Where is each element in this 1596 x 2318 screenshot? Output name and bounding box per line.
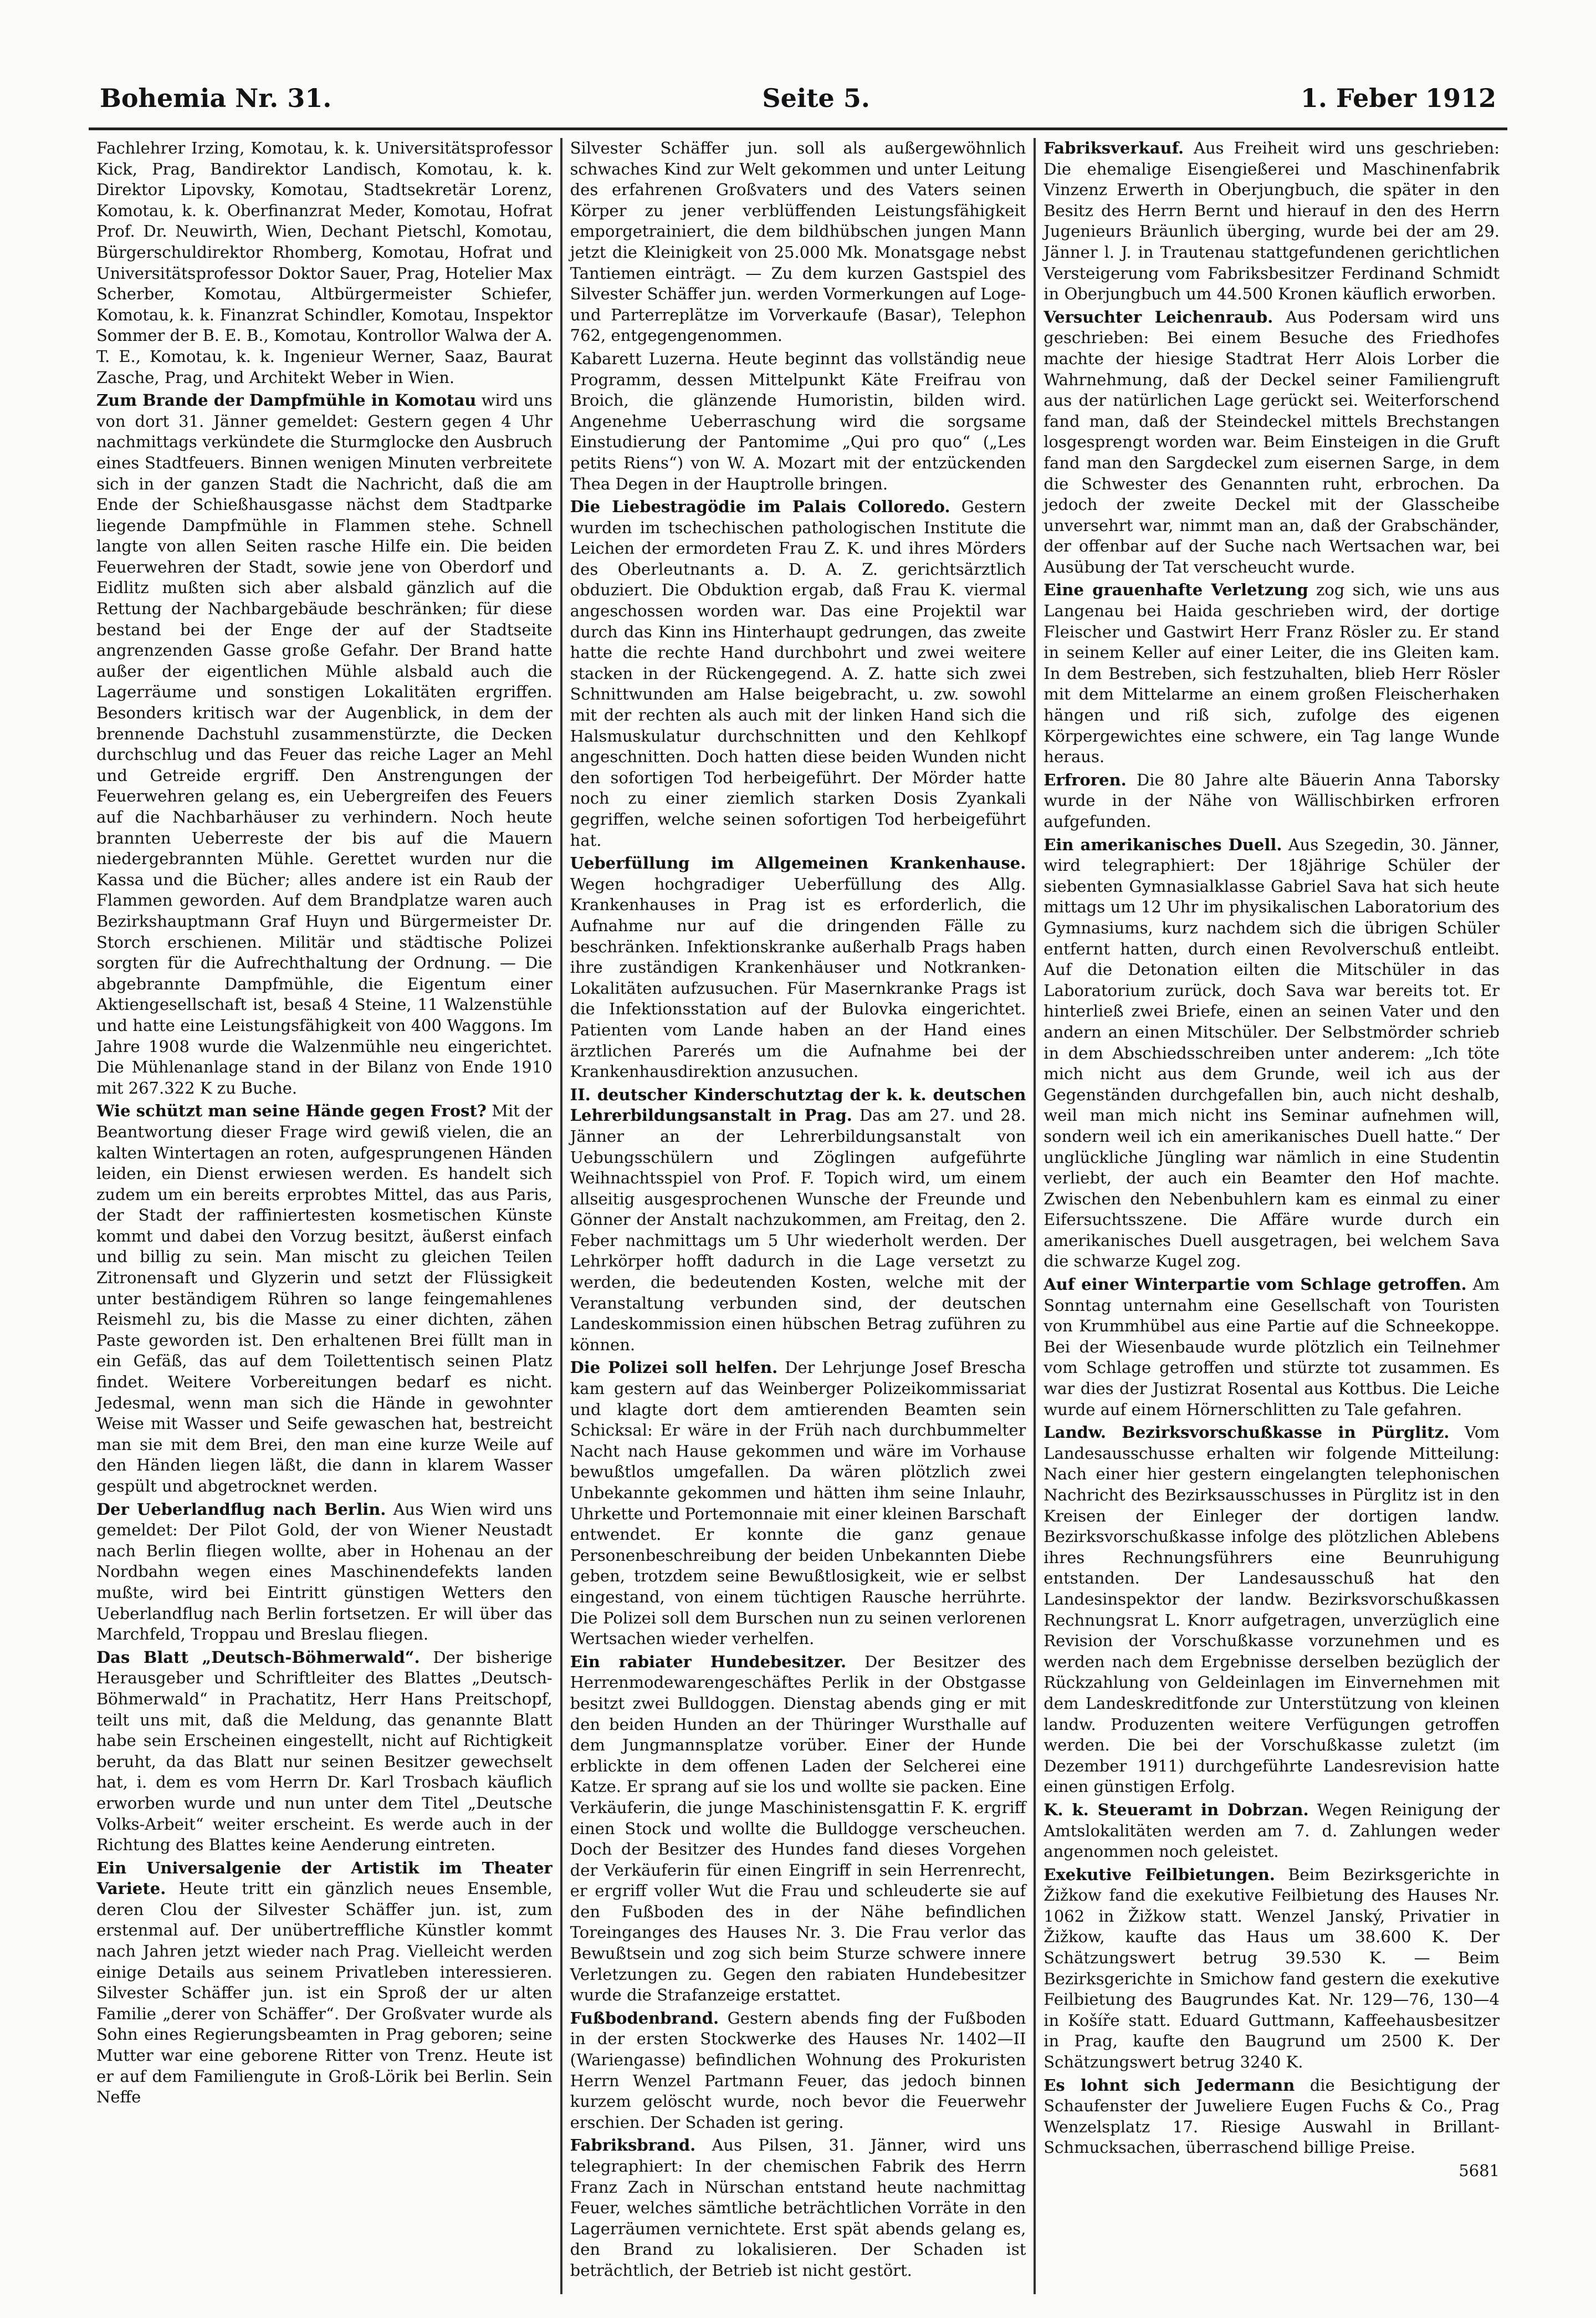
article-body: Gestern abends fing der Fußboden in der ersten Stockwerke des Hauses Nr. 1402—II (Wariengasse) befindlichen Wohnung des Prokuristen Herrn Wenzel Partmann Feuer, das jedoch binnen kurzem gelöscht wurde, noch bevor die Feuerwehr erschien. Der Schaden ist gering. bbox=[570, 2008, 1026, 2132]
article-headline: Ein rabiater Hundebesitzer. bbox=[570, 1652, 847, 1671]
article-headline: Ueberfüllung im Allgemeinen Krankenhause. bbox=[570, 854, 1026, 873]
article-body: Gestern wurden im tschechischen pathologischen Institute die Leichen der ermordeten Frau Z. K. und ihres Mörders des Oberleutnants a. D. A. Z. gerichtsärztlich obduziert. Die Obduktion ergab, daß Frau K. viermal angeschossen worden war. Das eine Projektil war durch das Kinn ins Hinterhaupt gedrungen, das zweite hatte die rechte Hand durchbohrt und zwei weitere stacken in der Rückengegend. A. Z. hatte sich zwei Schnittwunden am Halse beigebracht, u. zw. sowohl mit der rechten als auch mit der linken Hand sich die Halsmuskulatur durchschnitten und den Kehlkopf angeschnitten. Doch hatten diese beiden Wunden nicht den sofortigen Tod herbeigeführt. Der Mörder hatte noch zu einer ziemlich starken Dosis Zyankali gegriffen, welche seinen sofortigen Tod herbeigeführt hat. bbox=[570, 497, 1026, 850]
article bbox=[1043, 580, 1500, 767]
article-headline: Es lohnt sich Jedermann bbox=[1043, 2075, 1295, 2095]
header-right: 1. Feber 1912 bbox=[1300, 83, 1496, 113]
article bbox=[1043, 1274, 1500, 1420]
article-body: 5681 bbox=[1459, 2161, 1500, 2180]
column-1 bbox=[89, 138, 560, 2294]
article-headline: Eine grauenhafte Verletzung bbox=[1043, 580, 1308, 600]
article-headline: Die Liebestragödie im Palais Colloredo. bbox=[570, 497, 950, 517]
article-headline: Fabriksverkauf. bbox=[1043, 139, 1184, 157]
article-body: Der Besitzer des Herrenmodewarengeschäftes Perlik in der Obstgasse besitzt zwei Bulldoggen. Dienstag abends ging er mit den beiden Hunden an der Thüringer Wursthalle auf dem Jungmannsplatze vorüber. Einer der Hunde erblickte in dem offenen Laden der Selcherei eine Katze. Er sprang auf sie los und wollte sie packen. Eine Verkäuferin, die junge Maschinistensgattin F. K. ergriff einen Stock und wollte die Bulldogge verscheuchen. Doch der Besitzer des Hundes fand dieses Vorgehen der Verkäuferin für einen Eingriff in sein Herrenrecht, er ergriff voller Wut die Frau und schleuderte sie auf den Fußboden des in der Nähe befindlichen Toreinganges des Hauses Nr. 3. Die Frau verlor das Bewußtsein und zog sich beim Sturze schwere innere Verletzungen zu. Gegen den rabiaten Hundebesitzer wurde die Strafanzeige erstattet. bbox=[570, 1652, 1026, 2005]
article-body: Wegen hochgradiger Ueberfüllung des Allg. Krankenhauses in Prag ist es erforderlich, die Aufnahme nur auf die dringenden Fälle zu beschränken. Infektionskranke außerhalb Prags haben ihre zuständigen Krankenhäuser und Notkranken-Lokalitäten aufzusuchen. Für Masernkranke Prags ist die Infektionsstation auf der Bulovka eingerichtet. Patienten vom Lande haben an der Hand eines ärztlichen Parerés um die Aufnahme bei der Krankenhausdirektion anzusuchen. bbox=[570, 874, 1026, 1081]
article-headline: Landw. Bezirksvorschußkasse in Pürglitz. bbox=[1043, 1423, 1450, 1442]
article bbox=[1043, 2161, 1500, 2182]
article-headline: Zum Brande der Dampfmühle in Komotau bbox=[96, 391, 477, 410]
article bbox=[570, 853, 1026, 1083]
article bbox=[570, 2135, 1026, 2281]
article bbox=[570, 2008, 1026, 2133]
article bbox=[1043, 307, 1500, 578]
article-body: Die 80 Jahre alte Bäuerin Anna Taborsky wurde in der Nähe von Wällischbirken erfroren aufgefunden. bbox=[1043, 770, 1500, 831]
article-body: Am Sonntag unternahm eine Gesellschaft von Touristen von Krummhübel aus eine Partie auf die Schneekoppe. Bei der Wiesenbaude wurde plötzlich ein Teilnehmer vom Schlage getroffen und stürzte tot zusammen. Es war dies der Justizrat Rosental aus Kottbus. Die Leiche wurde auf einem Hörnerschlitten zu Tale gefahren. bbox=[1043, 1275, 1500, 1419]
article bbox=[96, 1101, 553, 1497]
article bbox=[570, 138, 1026, 346]
article-body: Das am 27. und 28. Jänner an der Lehrerbildungsanstalt von Uebungsschülern und Zöglingen aufgeführte Weihnachtsspiel von Prof. F. Topich wird, um einem allseitig ausgesprochenen Wunsche der Freunde und Gönner der Anstalt nachzukommen, am Freitag, den 2. Feber nachmittags um 5 Uhr wiederholt werden. Der Lehrkörper hofft dadurch in die Lage versetzt zu werden, die bedeutenden Kosten, welche mit der Veranstaltung verbunden sind, der deutschen Landeskommission einen hübschen Betrag zuführen zu können. bbox=[570, 1106, 1026, 1354]
article bbox=[1043, 1800, 1500, 1862]
article-headline: K. k. Steueramt in Dobrzan. bbox=[1043, 1800, 1309, 1819]
columns bbox=[89, 138, 1507, 2294]
article-body: Mit der Beantwortung dieser Frage wird gewiß vielen, die an kalten Wintertagen an roten, aufgesprungenen Händen leiden, ein Dienst erwiesen werden. Es handelt sich zudem um ein bereits erprobtes Mittel, das aus Paris, der Stadt der raffiniertesten kosmetischen Künste kommt und dabei den Vorzug besitzt, äußerst einfach und billig zu sein. Man mischt zu gleichen Teilen Zitronensaft und Glyzerin und setzt der Flüssigkeit unter beständigem Rühren so lange feingemahlenes Reismehl zu, bis die Masse zu einer dichten, zähen Paste geworden ist. Den erhaltenen Brei füllt man in ein Gefäß, das auf dem Toilettentisch seinen Platz findet. Weitere Vorbereitungen bedarf es nicht. Jedesmal, wenn man sich die Hände in gewohnter Weise mit Wasser und Seife gewaschen hat, bestreicht man sie mit dem Brei, den man eine kurze Weile auf den Händen liegen läßt, die dann in klarem Wasser gespült und abgetrocknet werden. bbox=[96, 1101, 553, 1495]
article-headline: Exekutive Feilbietungen. bbox=[1043, 1865, 1275, 1884]
article-body: Silvester Schäffer jun. soll als außergewöhnlich schwaches Kind zur Welt gekommen und unter Leitung des erfahrenen Großvaters und des Vaters seinen Körper zu jener verblüffenden Leistungsfähigkeit emporgetrainiert, die dem bildhübschen jungen Mann jetzt die Kleinigkeit von 25.000 Mk. Monatsgage nebst Tantiemen einträgt. — Zu dem kurzen Gastspiel des Silvester Schäffer jun. werden Vormerkungen auf Loge- und Parterreplätze im Vorverkaufe (Basar), Telephon 762, entgegengenommen. bbox=[570, 139, 1026, 345]
article bbox=[1043, 2075, 1500, 2158]
article-body: die Besichtigung der Schaufenster der Juweliere Eugen Fuchs & Co., Prag Wenzelsplatz 17. Riesige Auswahl in Brillant-Schmucksachen, überraschend billige Preise. bbox=[1043, 2075, 1500, 2157]
article-body: Der bisherige Herausgeber und Schriftleiter des Blattes „Deutsch-Böhmerwald“ in Prachatitz, Herr Hans Preitschopf, teilt uns mit, daß die Meldung, das genannte Blatt habe sein Erscheinen eingestellt, nicht auf Richtigkeit beruht, da das Blatt nur seinen Besitzer gewechselt hat, i. dem es vom Herrn Dr. Karl Trosbach käuflich erworben wurde und nun unter dem Titel „Deutsche Volks-Arbeit“ weiter erscheint. Es werde auch in der Richtung des Blattes keine Aenderung eintreten. bbox=[96, 1647, 553, 1855]
article-headline: Versuchter Leichenraub. bbox=[1043, 307, 1273, 326]
article bbox=[96, 1647, 553, 1856]
article-body: Aus Podersam wird uns geschrieben: Bei einem Besuche des Friedhofes machte der hiesige Stadtrat Herr Alois Lorber die Wahrnehmung, daß der Deckel seiner Familiengruft aus der natürlichen Lage gerückt sei. Weiterforschend fand man, daß der Steindeckel mittels Brechstangen losgesprengt worden war. Beim Einsteigen in die Gruft fand man den Sargdeckel zum eisernen Sarge, in dem die Schwester des Genannten ruht, erbrochen. Da jedoch der zweite Deckel mit der Glasscheibe unversehrt war, nimmt man an, daß der Grabschänder, der offenbar auf der Suche nach Wertsachen war, bei Ausübung der Tat verscheucht wurde. bbox=[1043, 307, 1500, 576]
article-headline: Fabriksbrand. bbox=[570, 2136, 696, 2155]
article bbox=[96, 390, 553, 1099]
article bbox=[570, 1652, 1026, 2006]
article-body: Beim Bezirksgerichte in Žižkow fand die exekutive Feilbietung des Hauses Nr. 1062 in Žižkow statt. Wenzel Janský, Privatier in Žižkow, kaufte das Haus um 38.600 K. Der Schätzungswert betrug 39.530 K. — Beim Bezirksgerichte in Smichow fand gestern die exekutive Feilbietung des Baugrundes Kat. Nr. 129—76, 130—4 in Košíře statt. Eduard Guttmann, Kaffeehausbesitzer in Prag, kaufte den Baugrund um 2500 K. Der Schätzungswert betrug 3240 K. bbox=[1043, 1865, 1500, 2072]
article bbox=[570, 349, 1026, 494]
article bbox=[1043, 1865, 1500, 2073]
column-2 bbox=[562, 138, 1034, 2294]
article bbox=[1043, 835, 1500, 1272]
article bbox=[1043, 138, 1500, 305]
article-body: Kabarett Luzerna. Heute beginnt das vollständig neue Programm, dessen Mittelpunkt Käte Freifrau von Broich, die glänzende Humoristin, bilden wird. Angenehme Ueberraschung wird die sorgsame Einstudierung der Pantomime „Qui pro quo“ („Les petits Riens“) von W. A. Mozart mit der entzückenden Thea Degen in der Hauptrolle bringen. bbox=[570, 349, 1026, 493]
article bbox=[1043, 770, 1500, 833]
article-body: Heute tritt ein gänzlich neues Ensemble, deren Clou der Silvester Schäffer jun. ist, zum erstenmal auf. Der unübertreffliche Künstler kommt nach Jahren jetzt wieder nach Prag. Vielleicht werden einige Details aus seinem Privatleben interessieren. Silvester Schäffer jun. ist ein Sproß der ur alten Familie „derer von Schäffer“. Der Großvater wurde als Sohn eines Regierungsbeamten in Prag geboren; seine Mutter war eine geborene Ritter von Trenz. Heute ist er auf dem Familiengute in Groß-Lörik bei Berlin. Sein Neffe bbox=[96, 1879, 553, 2107]
article-body: zog sich, wie uns aus Langenau bei Haida geschrieben wird, der dortige Fleischer und Gastwirt Herr Franz Rösler zu. Er stand in seinem Keller auf einer Leiter, die ins Gleiten kam. In dem Bestreben, sich festzuhalten, blieb Herr Rösler mit dem Mittelarme an einem großen Fleischerhaken hängen und riß sich, zufolge des eigenen Körpergewichtes eine schwere, ein Tag lange Wunde heraus. bbox=[1043, 580, 1500, 767]
article-headline: Der Ueberlandflug nach Berlin. bbox=[96, 1499, 386, 1519]
article-body: Der Lehrjunge Josef Brescha kam gestern auf das Weinberger Polizeikommissariat und klagte dort dem amtierenden Beamten sein Schicksal: Er wäre in der Früh nach durchbummelter Nacht nach Hause gekommen und wäre im Vorhause bewußtlos umgefallen. Da wären plötzlich zwei Unbekannte gekommen und hätten ihm seine Inlauhr, Uhrkette und Portemonnaie mit einer kleinen Barschaft entwendet. Er konnte die ganz genaue Personenbeschreibung der beiden Unbekannten Diebe geben, trotzdem seine Bewußtlosigkeit, wie er selbst eingestand, von einem tüchtigen Rausche herrührte. Die Polizei soll dem Burschen nun zu seinen verlorenen Wertsachen wieder verhelfen. bbox=[570, 1358, 1026, 1648]
article-headline: Fußbodenbrand. bbox=[570, 2008, 719, 2028]
article-body: Vom Landesausschusse erhalten wir folgende Mitteilung: Nach einer hier gestern eingelangten telephonischen Nachricht des Bezirksausschusses in Pürglitz ist in den Kreisen der Einleger der dortigen landw. Bezirksvorschußkasse infolge des plötzlichen Ablebens ihres Rechnungsführers eine Beunruhigung entstanden. Der Landesausschuß hat den Landesinspektor der landw. Bezirksvorschußkassen Rechnungsrat L. Knorr aufgetragen, unverzüglich eine Revision der Vorschußkasse vorzunehmen und es werden nach dem Ergebnisse derselben bezüglich der Rückzahlung von Geldeinlagen im Einvernehmen mit dem Landeskreditfonde zur Unterstützung von kleinen landw. Produzenten weitere Verfügungen getroffen werden. Die bei der Vorschußkasse zuletzt (im Dezember 1911) durchgeführte Landesrevision hatte einen günstigen Erfolg. bbox=[1043, 1423, 1500, 1796]
article-headline: Erfroren. bbox=[1043, 770, 1127, 789]
article-body: Fachlehrer Irzing, Komotau, k. k. Universitätsprofessor Kick, Prag, Bandirektor Landisch, Komotau, k. k. Direktor Lipovsky, Komotau, Stadtsekretär Lorenz, Komotau, k. k. Oberfinanzrat Meder, Komotau, Hofrat Prof. Dr. Neuwirth, Wien, Dechant Pietschl, Komotau, Bürgerschuldirektor Rhomberg, Komotau, Hofrat und Universitätsprofessor Doktor Sauer, Prag, Hotelier Max Scherber, Komotau, Altbürgermeister Schiefer, Komotau, k. k. Finanzrat Schindler, Komotau, Inspektor Sommer der B. E. B., Komotau, Kontrollor Walwa der A. T. E., Komotau, k. k. Ingenieur Werner, Saaz, Baurat Zasche, Prag, und Architekt Weber in Wien. bbox=[96, 139, 553, 387]
article bbox=[570, 497, 1026, 851]
article bbox=[96, 1858, 553, 2108]
header-left: Bohemia Nr. 31. bbox=[100, 83, 332, 113]
article-body: Aus Szegedin, 30. Jänner, wird telegraphiert: Der 18jährige Schüler der siebenten Gymnasialklasse Gabriel Sava hat sich heute mittags um 12 Uhr im physikalischen Laboratorium des Gymnasiums, kurz nachdem sich die übrigen Schüler entfernt hatten, durch einen Revolverschuß entleibt. Auf die Detonation eilten die Mitschüler in das Laboratorium zurück, doch Sava war bereits tot. Er hinterließ zwei Briefe, einen an seinen Vater und den andern an einen Mitschüler. Der Selbstmörder schrieb in dem Abschiedsschreiben unter anderem: „Ich töte mich nicht aus dem Grunde, weil ich aus der Gegenständen durchgefallen bin, auch nicht deshalb, weil man mich nicht ins Seminar aufnehmen will, sondern weil ich ein amerikanisches Duell hatte.“ Der unglückliche Jüngling war nämlich in eine Studentin verliebt, der auch ein Beamter den Hof machte. Zwischen den Nebenbuhlern kam es einmal zu einer Eifersuchtsszene. Die Affäre wurde durch ein amerikanisches Duell ausgetragen, bei welchem Sava die schwarze Kugel zog. bbox=[1043, 835, 1500, 1271]
article-headline: Ein amerikanisches Duell. bbox=[1043, 835, 1282, 854]
article-headline: Das Blatt „Deutsch-Böhmerwald“. bbox=[96, 1647, 420, 1667]
article-body: Aus Pilsen, 31. Jänner, wird uns telegraphiert: In der chemischen Fabrik des Herrn Franz Zach in Nürschan entstand heute nachmittag Feuer, welches sämtliche beträchtlichen Vorräte in den Lagerräumen vernichtete. Erst spät abends gelang es, den Brand zu lokalisieren. Der Schaden ist beträchtlich, der Betrieb ist nicht gestört. bbox=[570, 2136, 1026, 2280]
article-headline: Auf einer Winterpartie vom Schlage getroffen. bbox=[1043, 1275, 1467, 1294]
article-body: Aus Freiheit wird uns geschrieben: Die ehemalige Eisengießerei und Maschinenfabrik Vinzenz Erwerth in Oberjungbuch, die später in den Besitz des Herrn Bernt und hierauf in den des Herrn Jugenieurs Bräunlich überging, wurde bei der am 29. Jänner l. J. in Trautenau stattgefundenen gerichtlichen Versteigerung vom Fabriksbesitzer Ferdinand Schmidt in Oberjungbuch um 44.500 Kronen käuflich erworben. bbox=[1043, 139, 1500, 304]
article-headline: II. deutscher Kinderschutztag der k. k. deutschen Lehrerbildungsanstalt in Prag. bbox=[570, 1085, 1026, 1125]
article bbox=[96, 138, 553, 388]
article bbox=[570, 1085, 1026, 1356]
article-body: Aus Wien wird uns gemeldet: Der Pilot Gold, der von Wiener Neustadt nach Berlin fliegen wollte, aber in Hohenau an der Nordbahn wegen eines Maschinendefekts landen mußte, wird bei Eintritt günstigen Wetters den Ueberlandflug nach Berlin fortsetzen. Er will über das Marchfeld, Troppau und Breslau fliegen. bbox=[96, 1499, 553, 1644]
article-headline: Wie schützt man seine Hände gegen Frost? bbox=[96, 1101, 487, 1121]
article bbox=[96, 1499, 553, 1645]
article-body: Wegen Reinigung der Amtslokalitäten werden am 7. d. Zahlungen weder angenommen noch geleistet. bbox=[1043, 1800, 1500, 1861]
article bbox=[570, 1357, 1026, 1649]
article bbox=[1043, 1422, 1500, 1798]
header-center: Seite 5. bbox=[762, 83, 870, 113]
article-headline: Die Polizei soll helfen. bbox=[570, 1358, 778, 1377]
article-headline: Ein Universalgenie der Artistik im Theater Variete. bbox=[96, 1858, 553, 1898]
article-body: wird uns von dort 31. Jänner gemeldet: Gestern gegen 4 Uhr nachmittags verkündete die Sturmglocke den Ausbruch eines Stadtfeuers. Binnen wenigen Minuten verbreitete sich in der ganzen Stadt die Nachricht, daß die am Ende der Schießhausgasse nächst dem Stadtparke liegende Dampfmühle in Flammen stehe. Schnell langte von allen Seiten rasche Hilfe ein. Die beiden Feuerwehren der Stadt, sowie jene von Oberdorf und Eidlitz mußten sich aber alsbald gänzlich auf die Rettung der Nachbargebäude beschränken; für diese bestand bei der Enge der auf der Stadtseite angrenzenden Gasse große Gefahr. Der Brand hatte außer der eigentlichen Mühle alsbald auch die Lagerräume und sonstigen Lokalitäten ergriffen. Besonders kritisch war der Augenblick, in dem der brennende Dachstuhl zusammenstürzte, die Decken durchschlug und das Feuer das reiche Lager an Mehl und Getreide ergriff. Den Anstrengungen der Feuerwehren gelang es, ein Uebergreifen des Feuers auf die Nachbarhäuser zu verhindern. Noch heute brannten Ueberreste der bis auf die Mauern niedergebrannten Mühle. Gerettet wurden nur die Kassa und die Bücher; alles andere ist ein Raub der Flammen geworden. Auf dem Brandplatze waren auch Bezirkshauptmann Graf Huyn und Bürgermeister Dr. Storch erschienen. Militär und städtische Polizei sorgten für die Aufrechthaltung der Ordnung. — Die abgebrannte Dampfmühle, die Eigentum einer Aktiengesellschaft ist, besaß 4 Steine, 11 Walzenstühle und hatte eine Leistungsfähigkeit von 400 Waggons. Im Jahre 1908 wurde die Walzenmühle neu eingerichtet. Die Mühlenanlage stand in der Bilanz von Ende 1910 mit 267.322 K zu Buche. bbox=[96, 391, 553, 1097]
column-3 bbox=[1036, 138, 1507, 2294]
page-header bbox=[89, 83, 1507, 130]
